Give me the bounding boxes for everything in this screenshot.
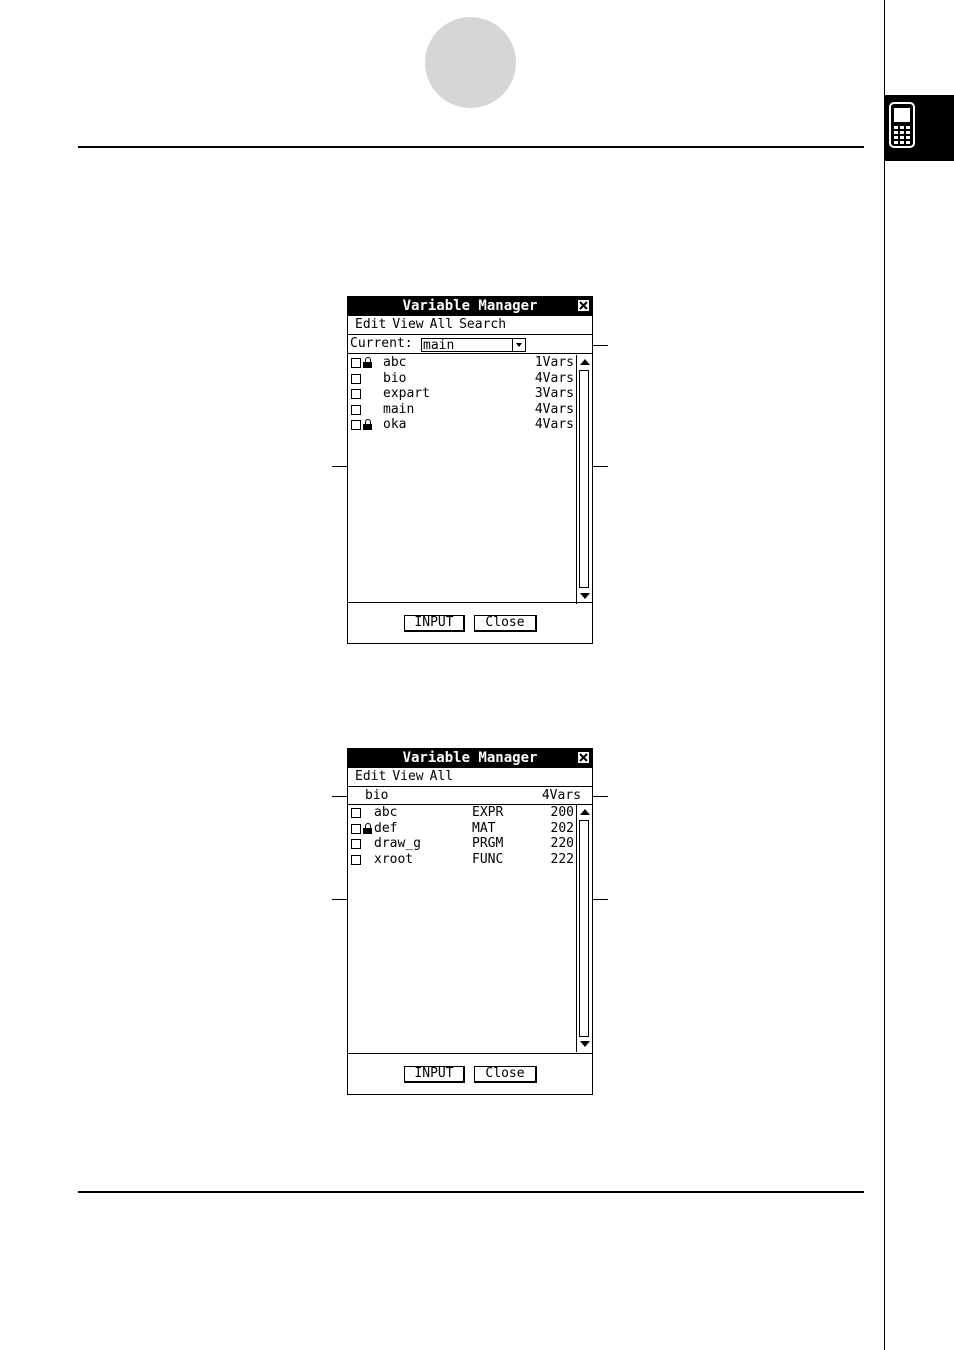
folder-var-count: 4Vars [534, 370, 574, 386]
checkbox[interactable] [351, 405, 361, 415]
checkbox[interactable] [351, 808, 361, 818]
variable-name: draw_g [374, 836, 421, 851]
variable-size: 222 [550, 851, 574, 867]
lock-icon [363, 419, 373, 430]
menu-all[interactable]: All [429, 317, 454, 332]
variable-name: def [374, 820, 398, 836]
close-button[interactable]: Close [474, 615, 537, 632]
folder-name: bio [365, 788, 389, 803]
menu-all[interactable]: All [429, 769, 454, 784]
list-item[interactable] [348, 821, 574, 837]
variable-type: PRGM [472, 836, 504, 851]
scrollbar[interactable] [576, 355, 592, 604]
folder-name: main [383, 401, 415, 417]
close-icon[interactable] [577, 299, 590, 312]
window-title: Variable Manager [348, 297, 592, 316]
scrollbar[interactable] [576, 805, 592, 1052]
variable-name: xroot [374, 851, 414, 867]
chapter-circle [425, 17, 516, 108]
window-footer [348, 1053, 592, 1094]
lock-icon [363, 823, 373, 834]
folder-bar [348, 787, 592, 805]
variable-type: FUNC [472, 851, 504, 867]
menu-edit[interactable]: Edit [355, 317, 387, 332]
checkbox[interactable] [351, 420, 361, 430]
variable-type: EXPR [472, 805, 504, 820]
list-item[interactable] [348, 386, 574, 402]
checkbox[interactable] [351, 824, 361, 834]
folder-name: oka [383, 417, 407, 432]
variable-name: abc [374, 805, 398, 820]
lock-icon [363, 357, 373, 368]
margin-line [884, 0, 885, 1350]
folder-var-count: 4Vars [541, 788, 581, 803]
folder-var-count: 4Vars [534, 417, 574, 432]
current-folder-value: main [423, 338, 455, 353]
variable-size: 202 [550, 820, 574, 836]
menu-edit[interactable]: Edit [355, 769, 387, 784]
variable-size: 200 [550, 805, 574, 820]
list-item[interactable] [348, 355, 574, 371]
input-button[interactable]: INPUT [404, 1066, 465, 1083]
scroll-down-icon[interactable] [579, 1039, 590, 1050]
list-item[interactable] [348, 852, 574, 868]
folder-var-count: 3Vars [534, 386, 574, 401]
current-label: Current: [350, 336, 413, 351]
checkbox[interactable] [351, 374, 361, 384]
variable-manager-variables-window [347, 748, 593, 1095]
chevron-down-icon[interactable] [512, 339, 525, 351]
window-footer [348, 602, 592, 643]
menu-bar [348, 316, 592, 335]
variable-type: MAT [472, 820, 496, 836]
folder-name: bio [383, 370, 407, 386]
checkbox[interactable] [351, 855, 361, 865]
folder-var-count: 1Vars [534, 355, 574, 370]
folder-list [348, 355, 574, 433]
window-title: Variable Manager [348, 749, 592, 768]
variable-list [348, 805, 574, 867]
checkbox[interactable] [351, 839, 361, 849]
checkbox[interactable] [351, 389, 361, 399]
bottom-rule [78, 1191, 864, 1193]
variable-manager-folder-window [347, 296, 593, 644]
menu-view[interactable]: View [392, 769, 424, 784]
scroll-track[interactable] [579, 820, 589, 1037]
input-button[interactable]: INPUT [404, 615, 465, 632]
menu-view[interactable]: View [392, 317, 424, 332]
scroll-up-icon[interactable] [579, 356, 590, 367]
folder-name: abc [383, 355, 407, 370]
current-folder-bar [348, 335, 592, 354]
close-button[interactable]: Close [474, 1066, 537, 1083]
scroll-up-icon[interactable] [579, 806, 590, 817]
top-rule [78, 146, 864, 148]
close-icon[interactable] [577, 751, 590, 764]
list-item[interactable] [348, 417, 574, 433]
variable-size: 220 [550, 836, 574, 851]
scroll-track[interactable] [579, 370, 589, 588]
checkbox[interactable] [351, 358, 361, 368]
folder-name: expart [383, 386, 430, 401]
scroll-down-icon[interactable] [579, 591, 590, 602]
list-item[interactable] [348, 836, 574, 852]
list-item[interactable] [348, 402, 574, 418]
calculator-icon [889, 102, 915, 148]
list-item[interactable] [348, 805, 574, 821]
current-folder-select[interactable] [421, 338, 526, 352]
menu-search[interactable]: Search [459, 317, 507, 332]
folder-var-count: 4Vars [534, 401, 574, 417]
list-item[interactable] [348, 371, 574, 387]
menu-bar [348, 768, 592, 787]
